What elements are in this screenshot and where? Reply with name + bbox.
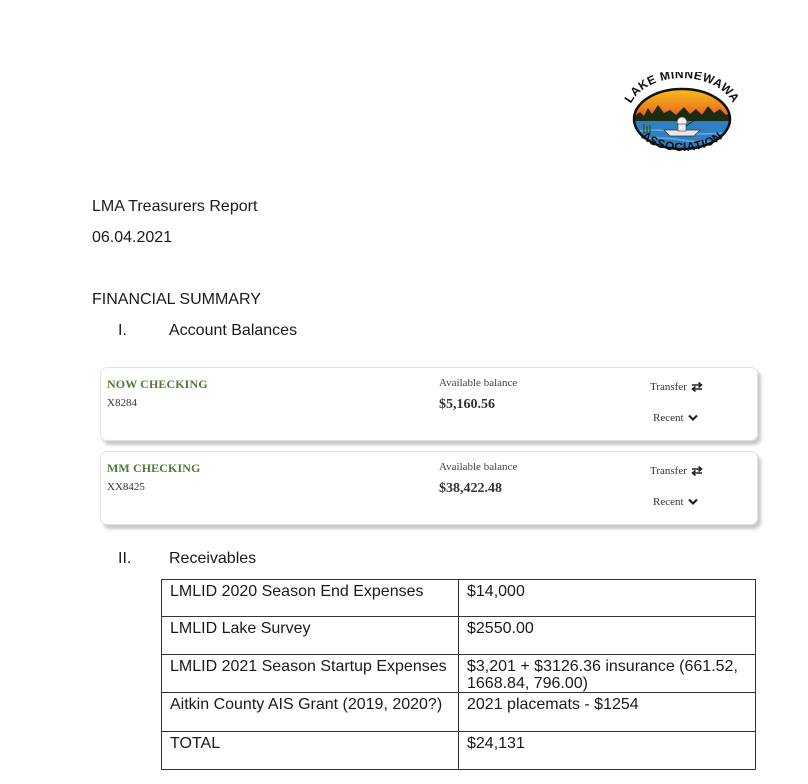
transfer-arrows-icon [691,466,703,476]
receivable-item: LMLID Lake Survey [162,617,459,655]
account-card-mm-checking [100,451,758,525]
receivable-amount: $2550.00 [459,617,756,655]
available-balance-label: Available balance [439,377,518,389]
transfer-arrows-icon [691,382,703,392]
recent-label: Recent [653,496,684,508]
receivables-table [161,579,756,770]
account-card-now-checking [100,367,758,441]
receivable-amount: $3,201 + $3126.36 insurance (661.52, 1668.84, 796.00) [459,655,756,693]
receivable-item: TOTAL [162,732,459,770]
table-row [162,655,756,693]
chevron-down-icon [688,414,698,422]
receivables-number: II. [118,550,132,567]
recent-dropdown[interactable] [653,412,698,424]
table-row [162,693,756,732]
receivable-amount: 2021 placemats - $1254 [459,693,756,732]
available-balance-value: $38,422.48 [439,481,502,496]
logo-top-text: LAKE MINNEWAWA [621,72,743,106]
table-row [162,732,756,770]
receivables-label: Receivables [169,550,257,567]
chevron-down-icon [688,498,698,506]
account-name[interactable]: MM CHECKING [107,461,201,475]
lake-minnewawa-logo [614,72,750,164]
receivable-amount: $24,131 [459,732,756,770]
transfer-button[interactable] [650,381,703,393]
receivable-item: Aitkin County AIS Grant (2019, 2020?) [162,693,459,732]
transfer-label: Transfer [650,465,687,477]
report-title: LMA Treasurers Report [92,198,258,215]
recent-label: Recent [653,412,684,424]
receivable-item: LMLID 2020 Season End Expenses [162,580,459,617]
receivable-amount: $14,000 [459,580,756,617]
financial-summary-heading: FINANCIAL SUMMARY [92,291,261,308]
report-date: 06.04.2021 [92,229,173,246]
logo-bottom-text: ASSOCIATION [639,128,725,155]
receivable-item: LMLID 2021 Season Startup Expenses [162,655,459,693]
transfer-label: Transfer [650,381,687,393]
account-number: X8284 [107,397,137,409]
account-balances-number: I. [118,322,127,339]
table-row [162,617,756,655]
table-row [162,580,756,617]
available-balance-label: Available balance [439,461,518,473]
transfer-button[interactable] [650,465,703,477]
recent-dropdown[interactable] [653,496,698,508]
account-name[interactable]: NOW CHECKING [107,377,208,391]
account-number: XX8425 [107,481,145,493]
available-balance-value: $5,160.56 [439,397,495,412]
account-balances-label: Account Balances [169,322,298,339]
